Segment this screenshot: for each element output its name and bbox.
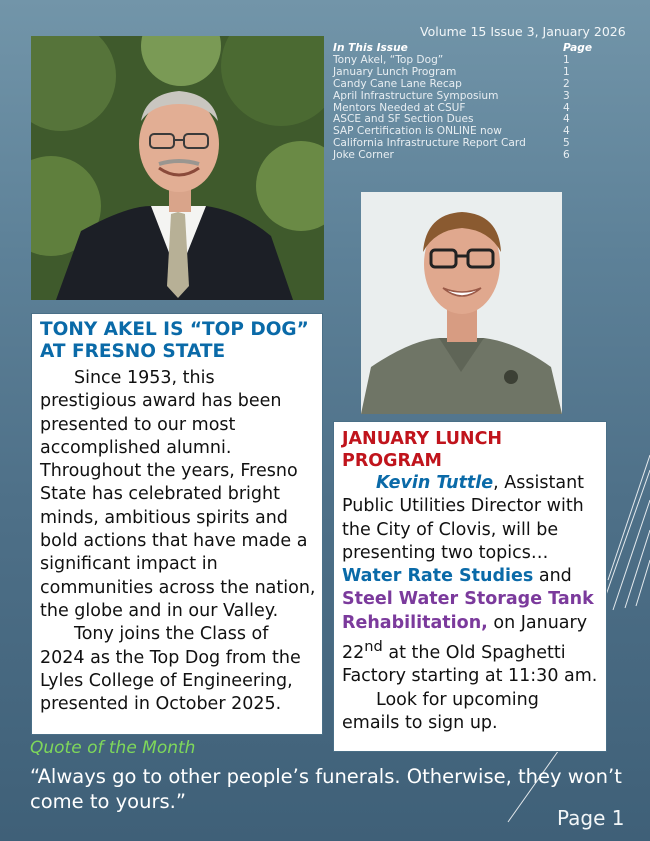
toc-item[interactable] bbox=[333, 150, 593, 162]
toc-item-title: January Lunch Program bbox=[333, 65, 457, 78]
quote-text: “Always go to other people’s funerals. Otherwise, they won’t come to yours.” bbox=[30, 765, 622, 813]
toc-item[interactable] bbox=[333, 91, 593, 103]
kevin-tuttle-photo bbox=[361, 192, 562, 414]
topic-steel-tank-rehab: Steel Water Storage Tank Rehabilitation, bbox=[342, 589, 594, 633]
lunch-intro-text: , Assistant Public Utilities Director with the City of Clovis, will be presenting two topics… bbox=[342, 473, 585, 563]
date-ordinal-suffix: nd bbox=[364, 638, 383, 656]
toc-item-page: 4 bbox=[563, 125, 570, 138]
topic-water-rate-studies: Water Rate Studies bbox=[342, 566, 534, 587]
toc-item-page: 6 bbox=[563, 149, 570, 162]
top-dog-paragraph-2-text: Tony joins the Class of 2024 as the Top Dog from the Lyles College of Engineering, presented in October 2025. bbox=[40, 624, 301, 715]
lunch-program-article bbox=[333, 421, 607, 752]
toc-item[interactable] bbox=[333, 79, 593, 91]
toc-item-page: 5 bbox=[563, 137, 570, 150]
toc-item[interactable] bbox=[333, 67, 593, 79]
speaker-name: Kevin Tuttle bbox=[376, 473, 494, 493]
toc-item-title: April Infrastructure Symposium bbox=[333, 89, 499, 102]
toc-page-heading: Page bbox=[563, 42, 593, 54]
toc-item-title: Candy Cane Lane Recap bbox=[333, 77, 462, 90]
toc-item-title: Tony Akel, “Top Dog” bbox=[333, 53, 444, 66]
lunch-program-paragraph-1 bbox=[342, 472, 601, 689]
toc-item-page: 3 bbox=[563, 89, 570, 102]
top-dog-headline: TONY AKEL IS “TOP DOG” AT FRESNO STATE bbox=[40, 319, 309, 362]
toc-item-title: Mentors Needed at CSUF bbox=[333, 101, 466, 114]
lunch-date-text: on January 22 bbox=[342, 612, 588, 663]
tony-akel-photo bbox=[31, 36, 324, 300]
toc-item-title: ASCE and SF Section Dues bbox=[333, 113, 474, 126]
top-dog-paragraph-1 bbox=[40, 367, 316, 623]
toc-item-page: 2 bbox=[563, 77, 570, 90]
top-dog-paragraph-2 bbox=[40, 623, 316, 716]
toc-item-page: 4 bbox=[563, 101, 570, 114]
topic-connector: and bbox=[533, 566, 572, 587]
toc-item-title: Joke Corner bbox=[333, 149, 394, 162]
table-of-contents bbox=[333, 43, 593, 162]
top-dog-paragraph-1-text: Since 1953, this prestigious award has been presented to our most accomplished alumni. Throughout the years, Fresno State has celebrated bright minds, ambitious spirits and bold actions that have made a significant impact in communities across the nation, the globe and in our Valley. bbox=[40, 368, 316, 621]
lunch-program-headline: JANUARY LUNCH PROGRAM bbox=[342, 429, 503, 471]
toc-item-page: 1 bbox=[563, 65, 570, 78]
toc-item-title: SAP Certification is ONLINE now bbox=[333, 125, 502, 138]
lunch-program-paragraph-2 bbox=[342, 689, 601, 736]
toc-heading: In This Issue bbox=[333, 42, 408, 54]
page-number: Page 1 bbox=[557, 806, 625, 830]
toc-item-page: 1 bbox=[563, 53, 570, 66]
toc-item-title: California Infrastructure Report Card bbox=[333, 137, 526, 150]
top-dog-article bbox=[31, 313, 323, 735]
lunch-location-text: at the Old Spaghetti Factory starting at 11:30 am. bbox=[342, 642, 598, 687]
toc-item-page: 4 bbox=[563, 113, 570, 126]
issue-volume-line: Volume 15 Issue 3, January 2026 bbox=[420, 24, 626, 39]
quote-label: Quote of the Month bbox=[30, 738, 196, 758]
lunch-signup-text: Look for upcoming emails to sign up. bbox=[342, 689, 539, 733]
